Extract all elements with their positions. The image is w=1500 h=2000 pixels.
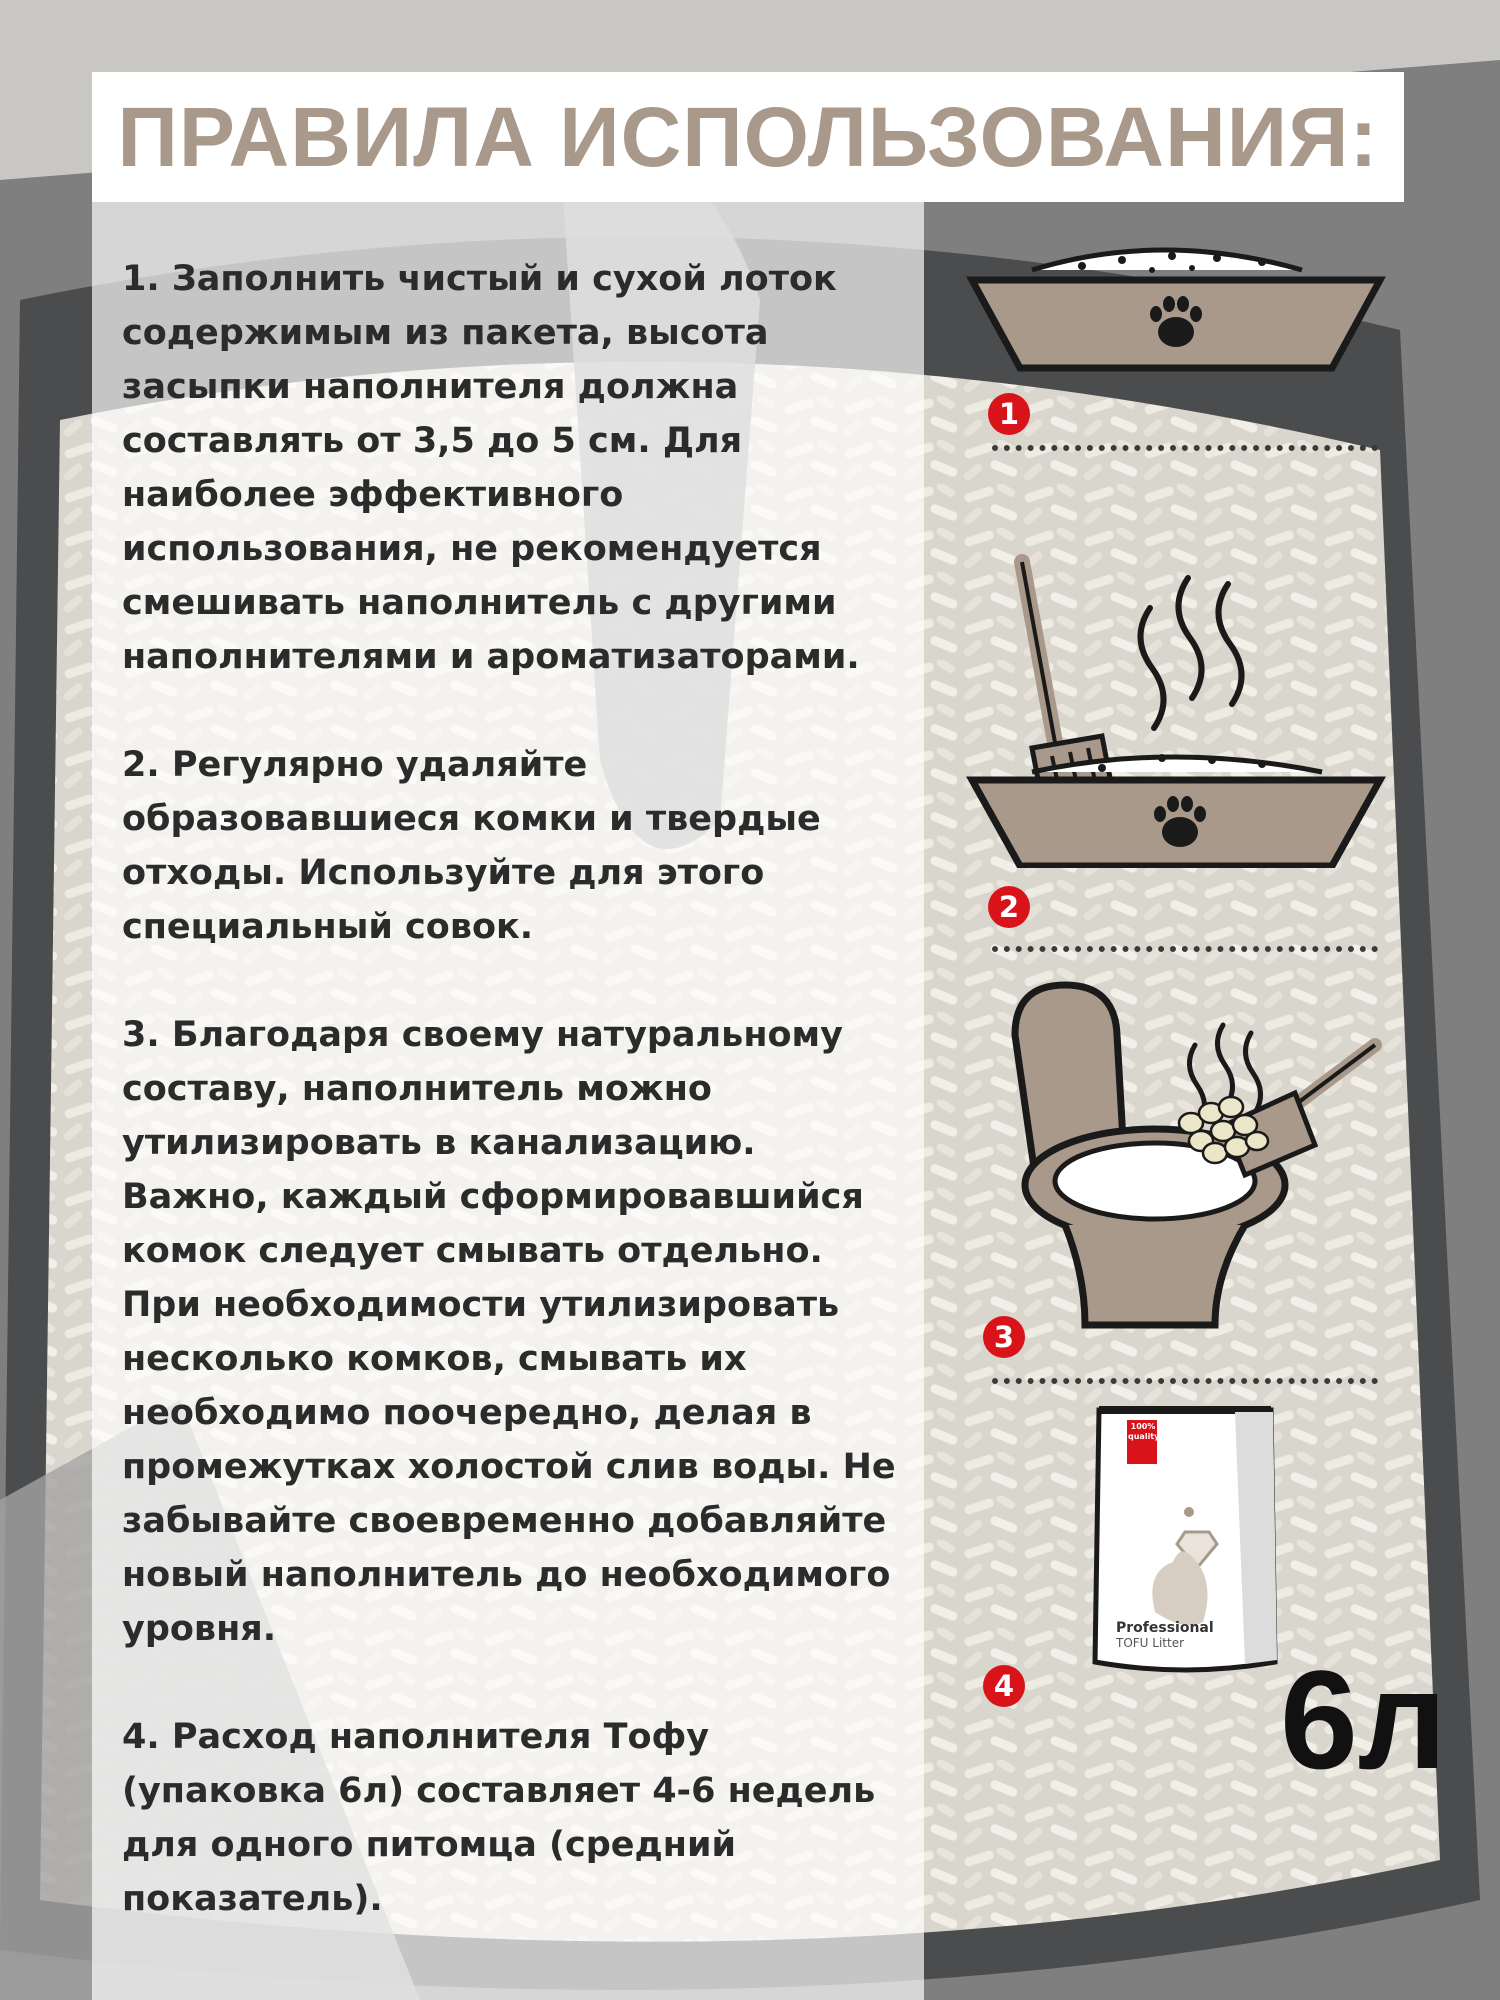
package-volume: 6л (1280, 1641, 1447, 1798)
package-quality-badge: 100% quality (1128, 1422, 1160, 1441)
step-badge-3: 3 (983, 1316, 1025, 1358)
step-badge-1: 1 (988, 393, 1030, 435)
step-badge-4: 4 (983, 1665, 1025, 1707)
rules-list (122, 252, 912, 1926)
page-title: ПРАВИЛА ИСПОЛЬЗОВАНИЯ: (117, 89, 1379, 184)
divider-1 (992, 445, 1378, 451)
package-product-line: Professional (1116, 1620, 1214, 1636)
package-product-name: TOFU Litter (1116, 1636, 1185, 1650)
scoop-litter-box-icon (962, 548, 1392, 868)
title-banner (92, 72, 1404, 202)
step-badge-2: 2 (988, 886, 1030, 928)
rule-4: 4. Расход наполнителя Тофу (упаковка 6л) составляет 4-6 недель для одного питомца (средний показатель). (122, 1717, 876, 1919)
rule-3: 3. Благодаря своему натуральному составу, наполнитель можно утилизировать в канализацию. Важно, каждый сформировавшийся комок следует смывать отдельно. При необходимости утилизировать несколько комков, смывать их необходимо поочередно, делая в промежутках холостой слив воды. Не забывайте своевременно добавляйте новый наполнитель до необходимого уровня. (122, 1015, 896, 1649)
toilet-scoop-icon (1005, 975, 1385, 1335)
divider-2 (992, 946, 1378, 952)
rule-1: 1. Заполнить чистый и сухой лоток содержимым из пакета, высота засыпки наполнителя должна составлять от 3,5 до 5 см. Для наиболее эффективного использования, не рекомендуется смешивать наполнитель с другими наполнителями и ароматизаторами. (122, 259, 860, 677)
litter-package-icon (1085, 1392, 1285, 1682)
litter-box-icon (962, 240, 1392, 390)
divider-3 (992, 1378, 1378, 1384)
rule-2: 2. Регулярно удаляйте образовавшиеся комки и твердые отходы. Используйте для этого специальный совок. (122, 745, 821, 947)
